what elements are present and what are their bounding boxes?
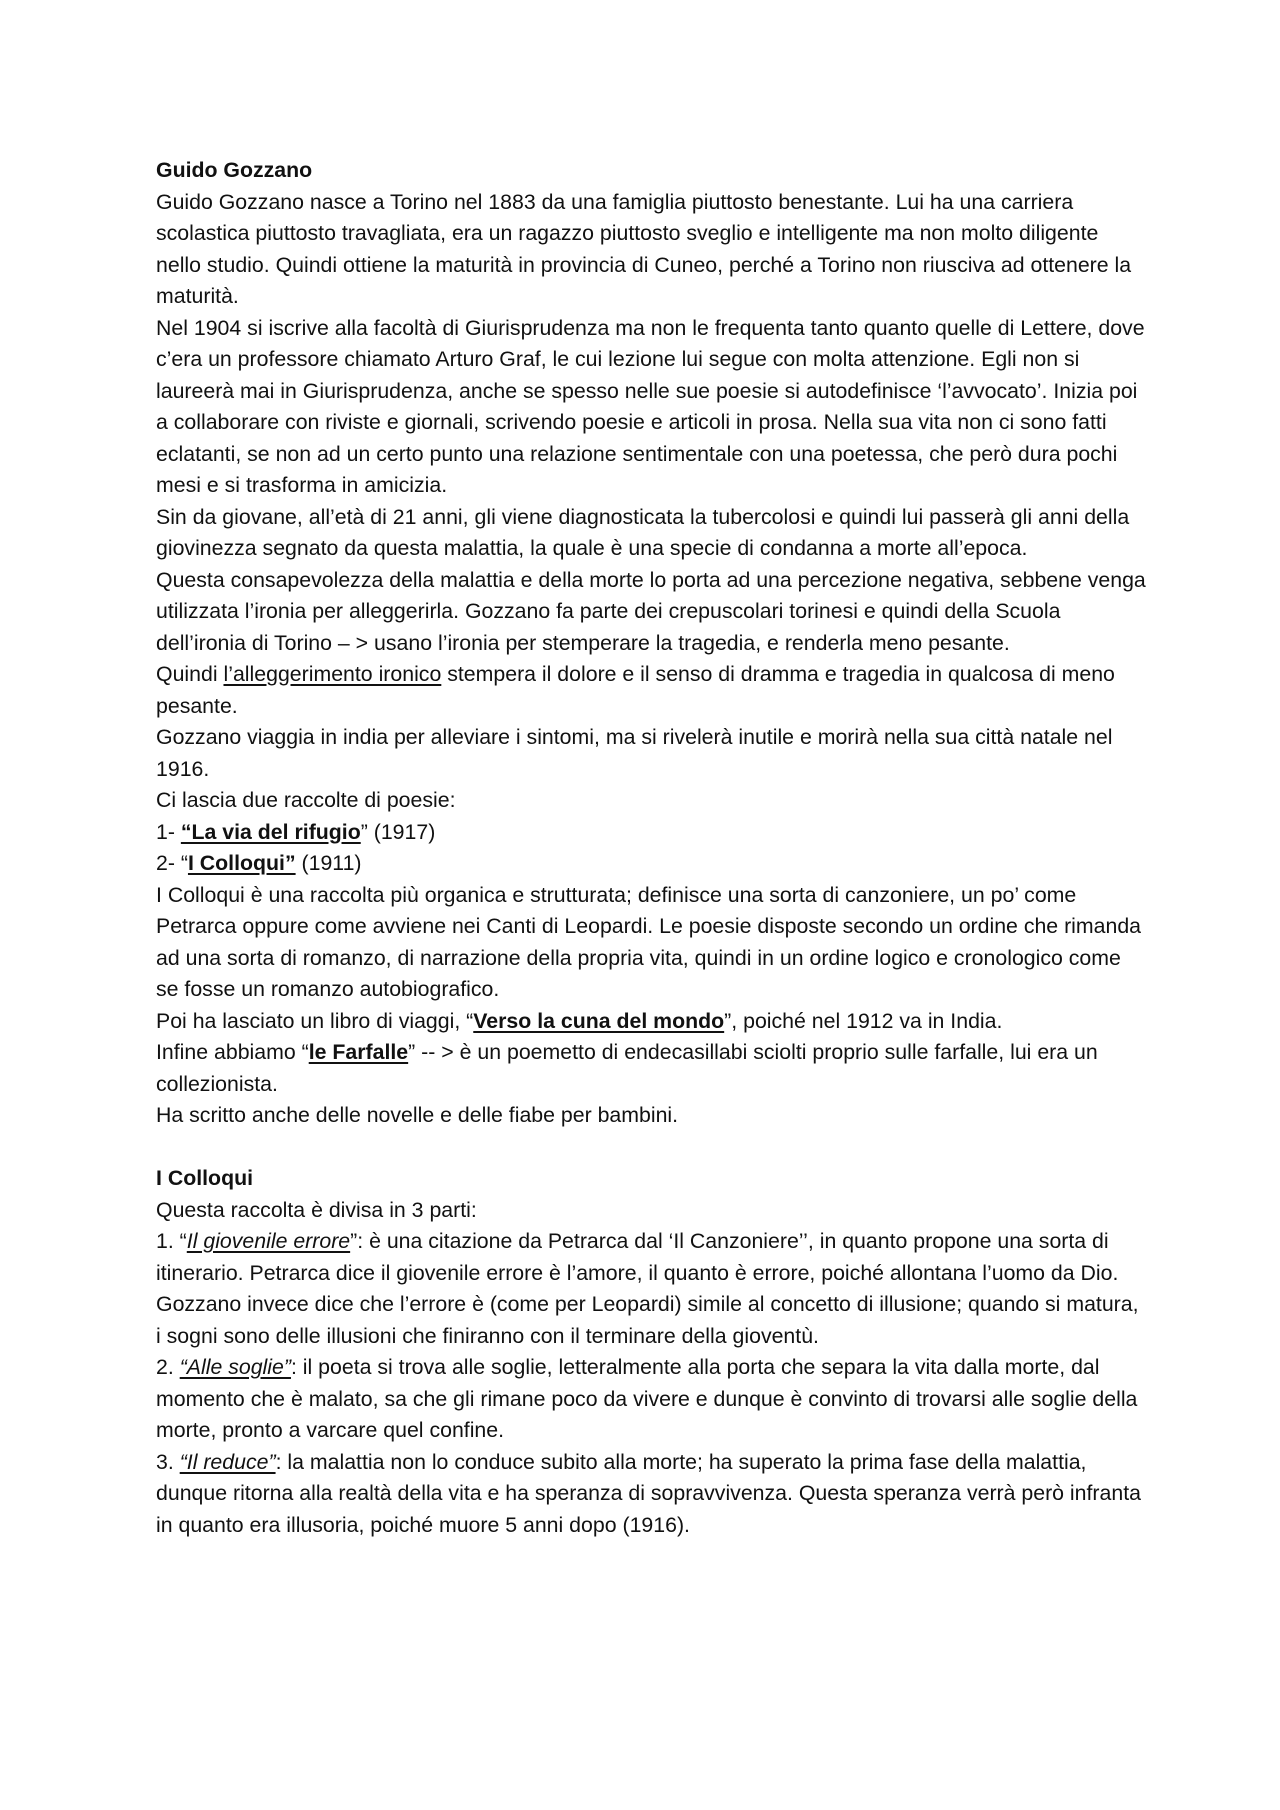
text-segment: ”: è una citazione da Petrarca dal ‘Il Canzoniere’’, in quanto propone una sorta di itinerario. Petrarca dice il giovenile errore è l’amore, il quanto è errore, poiché allontana l’uomo da Dio. Gozzano invece dice che l’errore è (come per Leopardi) simile al concetto di illusione; quando si matura, i sogni sono delle illusioni che finiranno con il terminare della gioventù. [156,1229,1139,1348]
text-segment: (1911) [295,851,362,875]
text-segment: 3. [156,1449,180,1474]
text-segment: Poi ha lasciato un libro di viaggi, “ [156,1008,474,1033]
section-spacer [156,1132,1146,1164]
list-item-giovenile-errore [156,1226,1146,1352]
text-segment: ”, poiché nel 1912 va in India. [724,1008,1003,1033]
text-segment: Infine abbiamo “ [156,1040,309,1064]
text-segment: stempera il dolore e il senso di dramma e tragedia in qualcosa di meno pesante. [156,662,1115,718]
text-segment: ” (1917) [360,819,436,844]
text-segment: : il poeta si trova alle soglie, letteralmente alla porta che separa la vita dalla morte, dal momento che è malato, sa che gli rimane poco da vivere e dunque è convinto di trovarsi alle soglie della morte, pronto a varcare quel confine. [156,1355,1138,1442]
work-title: I Colloqui” [187,851,296,875]
underlined-term: l’alleggerimento ironico [223,662,442,686]
text-segment: ” -- > è un poemetto di endecasillabi sciolti proprio sulle farfalle, lui era un collezionista. [156,1040,1098,1096]
document-page [156,155,1146,1541]
work-title: le Farfalle [308,1040,409,1064]
list-item-la-via-del-rifugio [156,817,1146,849]
paragraph-parts-intro: Questa raccolta è divisa in 3 parti: [156,1197,477,1222]
paragraph-novelle: Ha scritto anche delle novelle e delle fiabe per bambini. [156,1103,679,1127]
text-segment: 2- “ [156,851,188,875]
paragraph-india: Gozzano viaggia in india per alleviare i sintomi, ma si rivelerà inutile e morirà nella sua città natale nel 1916. [156,725,1113,781]
paragraph-illness: Sin da giovane, all’età di 21 anni, gli viene diagnosticata la tubercolosi e quindi lui passerà gli anni della giovinezza segnato da questa malattia, la quale è una specie di condanna a morte all’epoca. [156,504,1130,560]
list-item-il-reduce [156,1447,1146,1542]
work-title: “La via del rifugio [180,819,361,844]
text-segment: 2. [156,1355,180,1379]
section-heading-i-colloqui: I Colloqui [156,1166,254,1190]
paragraph-colloqui-description: I Colloqui è una raccolta più organica e strutturata; definisce una sorta di canzoniere, un po’ come Petrarca oppure come avviene nei Canti di Leopardi. Le poesie disposte secondo un ordine che rimanda ad una sorta di romanzo, di narrazione della propria vita, quindi in un ordine logico e cronologico come se fosse un romanzo autobiografico. [156,882,1142,1001]
paragraph-birth: Guido Gozzano nasce a Torino nel 1883 da una famiglia piuttosto benestante. Lui ha una carriera scolastica piuttosto travagliata, era un ragazzo piuttosto sveglio e intelligente ma non molto diligente nello studio. Quindi ottiene la maturità in provincia di Cuneo, perché a Torino non riusciva ad ottenere la maturità. [156,189,1132,308]
part-title: “Il reduce” [179,1449,276,1474]
section-heading-guido-gozzano: Guido Gozzano [156,158,313,182]
work-title: Verso la cuna del mondo [473,1008,725,1033]
paragraph-travel-book [156,1006,1146,1038]
list-item-i-colloqui [156,848,1146,880]
text-segment: 1. “ [156,1229,187,1253]
part-title: Il giovenile errore [186,1229,351,1253]
part-title: “Alle soglie” [179,1355,291,1379]
text-segment: : la malattia non lo conduce subito alla morte; ha superato la prima fase della malattia, dunque ritorna alla realtà della vita e ha speranza di sopravvivenza. Questa speranza verrà però infranta in quanto era illusoria, poiché muore 5 anni dopo (1916). [156,1449,1141,1537]
text-segment: Quindi [156,662,224,686]
paragraph-alleggerimento [156,659,1146,722]
text-segment: 1- [156,819,181,844]
paragraph-farfalle [156,1037,1146,1100]
paragraph-collections-intro: Ci lascia due raccolte di poesie: [156,788,456,812]
paragraph-irony: Questa consapevolezza della malattia e della morte lo porta ad una percezione negativa, sebbene venga utilizzata l’ironia per alleggerirla. Gozzano fa parte dei crepuscolari torinesi e quindi della Scuola dell’ironia di Torino – > usano l’ironia per stemperare la tragedia, e renderla meno pesante. [156,567,1146,655]
paragraph-university: Nel 1904 si iscrive alla facoltà di Giurisprudenza ma non le frequenta tanto quanto quelle di Lettere, dove c’era un professore chiamato Arturo Graf, le cui lezione lui segue con molta attenzione. Egli non si laureerà mai in Giurisprudenza, anche se spesso nelle sue poesie si autodefinisce ‘l’avvocato’. Inizia poi a collaborare con riviste e giornali, scrivendo poesie e articoli in prosa. Nella sua vita non ci sono fatti eclatanti, se non ad un certo punto una relazione sentimentale con una poetessa, che però dura pochi mesi e si trasforma in amicizia. [156,315,1145,497]
list-item-alle-soglie [156,1352,1146,1447]
